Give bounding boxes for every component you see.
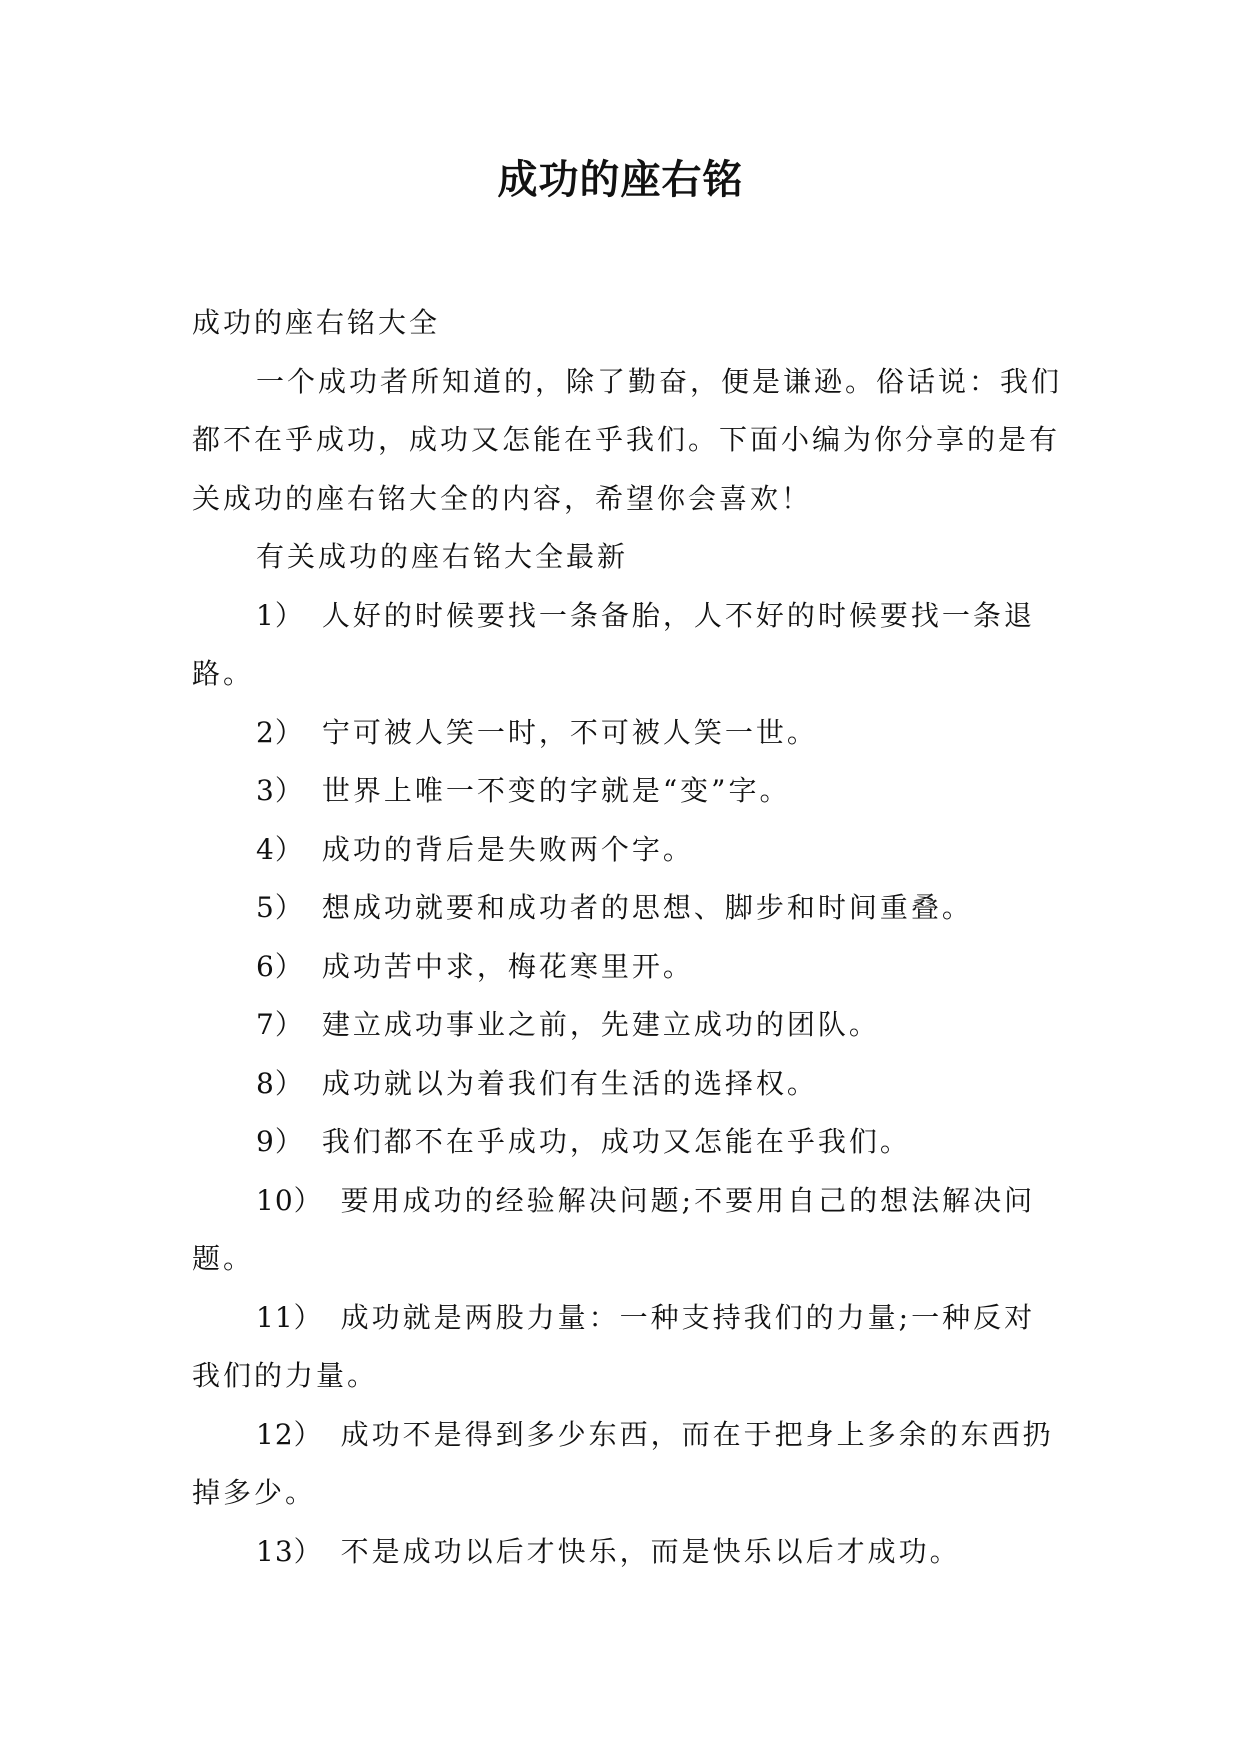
item-number: 2）: [256, 715, 304, 749]
item-text: 要用成功的经验解决问题;不要用自己的想法解决问题。: [192, 1183, 1036, 1275]
item-number: 11）: [256, 1300, 323, 1334]
item-number: 1）: [256, 598, 304, 632]
list-item: [192, 996, 1062, 1055]
item-number: 6）: [256, 949, 304, 983]
intro-paragraph: 一个成功者所知道的，除了勤奋，便是谦逊。俗话说：我们都不在乎成功，成功又怎能在乎我们。下面小编为你分享的是有关成功的座右铭大全的内容，希望你会喜欢！: [192, 364, 1063, 515]
list-item: [192, 1406, 1062, 1523]
item-text: 不是成功以后才快乐，而是快乐以后才成功。: [340, 1534, 961, 1568]
item-text: 我们都不在乎成功，成功又怎能在乎我们。: [321, 1125, 911, 1158]
item-text: 成功不是得到多少东西，而在于把身上多余的东西扔掉多少。: [192, 1417, 1054, 1509]
list-item: [192, 587, 1062, 704]
item-text: 世界上唯一不变的字就是“变”字。: [321, 774, 791, 807]
list-item: [192, 704, 1062, 763]
item-text: 建立成功事业之前，先建立成功的团队。: [321, 1008, 880, 1041]
subtitle: 成功的座右铭大全: [192, 306, 441, 339]
list-item: [192, 1055, 1062, 1114]
item-number: 3）: [256, 774, 304, 807]
list-item: [192, 762, 1062, 821]
section-heading: 有关成功的座右铭大全最新: [256, 540, 629, 573]
item-text: 宁可被人笑一时，不可被人笑一世。: [321, 715, 818, 749]
item-text: 成功的背后是失败两个字。: [321, 832, 694, 866]
item-number: 9）: [256, 1125, 304, 1158]
item-number: 4）: [256, 832, 304, 866]
item-number: 10）: [256, 1183, 323, 1217]
item-number: 12）: [256, 1417, 323, 1451]
list-item: [192, 1523, 1062, 1582]
list-item: [192, 1172, 1062, 1289]
item-text: 成功就以为着我们有生活的选择权。: [321, 1066, 818, 1100]
list-item: [192, 821, 1062, 880]
item-text: 人好的时候要找一条备胎，人不好的时候要找一条退路。: [192, 598, 1035, 690]
document-title: 成功的座右铭: [497, 157, 744, 203]
item-text: 想成功就要和成功者的思想、脚步和时间重叠。: [321, 891, 973, 924]
list-item: [192, 938, 1062, 997]
item-number: 7）: [256, 1008, 304, 1041]
list-item: [192, 1113, 1062, 1172]
item-number: 8）: [256, 1066, 304, 1100]
document-body: [192, 294, 1062, 1581]
item-text: 成功苦中求，梅花寒里开。: [321, 949, 694, 983]
list-item: [192, 879, 1062, 938]
item-text: 成功就是两股力量：一种支持我们的力量;一种反对我们的力量。: [192, 1300, 1036, 1392]
item-number: 5）: [256, 891, 304, 924]
item-number: 13）: [256, 1534, 323, 1568]
list-item: [192, 1289, 1062, 1406]
